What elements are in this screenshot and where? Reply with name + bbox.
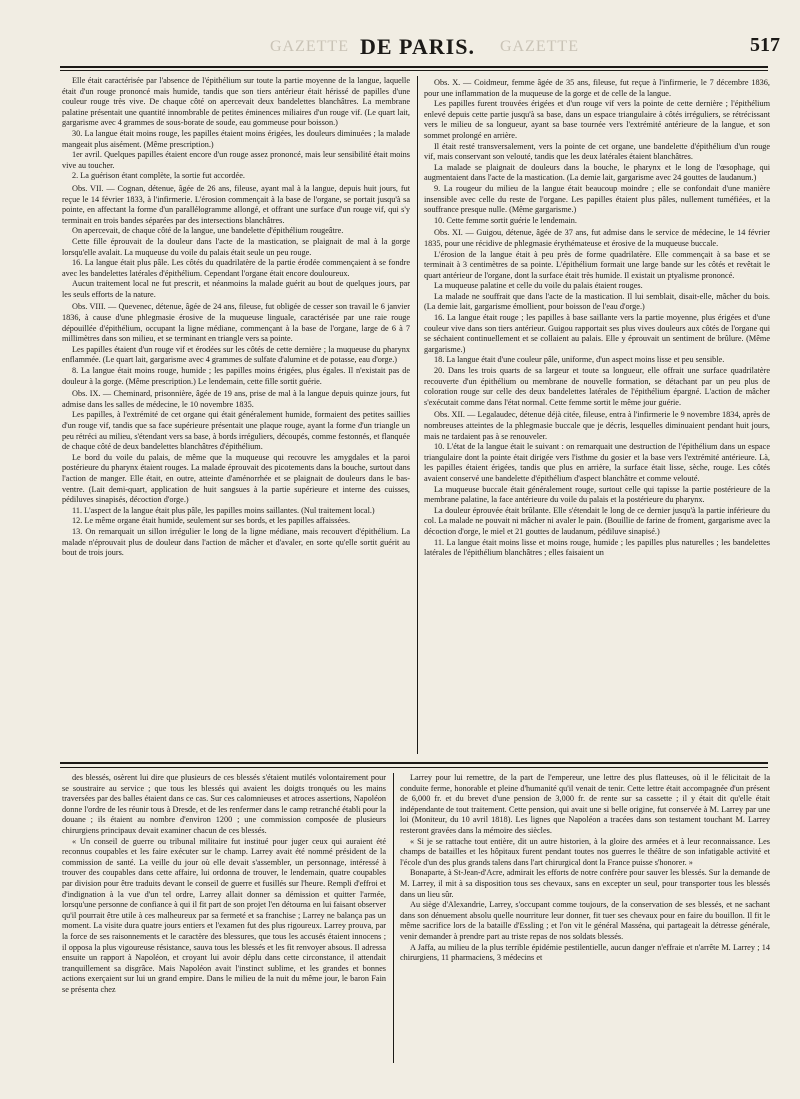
bleed-through-left: GAZETTE (270, 38, 349, 55)
paragraph: 10. L'état de la langue était le suivant : on remarquait une destruction de l'épithélium dans un espace triangulaire dont la pointe était dirigée vers l'isthme du gosier et la base vers l'extrémité antérieure. Là, les papilles étaient érigées, tandis que plus en arrière, la surface était lisse, sèche, rouge. Les côtés avaient conservé une bandelette d'épithélium d'aspect blanchâtre et comme velouté. (424, 442, 770, 483)
observation-heading-paragraph: Obs. VII. — Cognan, détenue, âgée de 26 ans, fileuse, ayant mal à la langue, depuis huit jours, fut reçue le 14 février 1833, à l'infirmerie. L'érosion commençait à la base de l'organe, se portait jusqu'à sa pointe, en affectant la forme d'un parallélogramme allongé, et offrant une surface d'un rouge vif, qui s'y terminait en trois bandes séparées par des intersections blanchâtres. (62, 183, 410, 225)
paragraph: des blessés, osèrent lui dire que plusieurs de ces blessés s'étaient mutilés volontairement pour se soustraire au service ; que tous les blessés qui avaient les doigts tronqués ou les mains traversées par des balles étaient dans ce cas. Sur ces calomnieuses et atroces assertions, Napoléon donne l'ordre de les réunir tous à Dresde, et de les renfermer dans le camp retranché établi pour la douane ; ils étaient au nombre d'environ 1200 ; une commission composée de plusieurs chirurgiens principaux devait examiner chacun de ces blessés. (62, 773, 386, 835)
paragraph: 18. La langue était d'une couleur pâle, uniforme, d'un aspect moins lisse et peu sensible. (434, 355, 725, 365)
paragraph: La malade ne souffrait que dans l'acte de la mastication. Il lui semblait, disait-elle, mâcher du bois. (La demie lait, gargarisme émollient, pour boisson de l'eau d'orge.) (424, 291, 770, 312)
paragraph: 11. La langue était moins lisse et moins rouge, humide ; les papilles plus naturelles ; les bandelettes latérales de l'épithélium blanchâtres ; elles faisaient un (424, 537, 770, 558)
paragraph: Bonaparte, à St-Jean-d'Acre, admirait les efforts de notre confrère pour sauver les blessés. Sur la demande de M. Larrey, il mit à sa disposition tous ses chevaux, sans en excepter un seul, pour transporter tous les blessés dans un lieu sûr. (400, 868, 770, 899)
paragraph: Elle était caractérisée par l'absence de l'épithélium sur toute la partie moyenne de la langue, laquelle était d'un rouge prononcé mais humide, tandis que son tiers antérieur était hérissé de papilles d'une couleur rouge très vive. De chaque côté on apercevait deux bandelettes blanchâtres. La membrane palatine présentait une quantité innombrable de petites éminences miliaires d'un rouge vif. (Le quart lait, gargarisme avec 4 grammes de sous-borate de soude, eau gommeuse pour boisson.) (62, 76, 410, 128)
paragraph: 20. Dans les trois quarts de sa largeur et toute sa longueur, elle offrait une surface quadrilatère recouverte d'un épithélium ou membrane de nouvelle formation, se détachant par un peu plus de coloration rouge sur celle des deux bandelettes latérales de l'épithélium épargné. L'action de mâcher s'exécutait comme dans l'état normal. Cette femme sortit le même jour guérie. (424, 366, 770, 407)
paragraph: 10. Cette femme sortit guérie le lendemain. (434, 215, 577, 225)
feuilleton-rule-thin (60, 767, 768, 768)
paragraph: La malade se plaignait de douleurs dans la bouche, le pharynx et le long de l'œsophage, qui augmentaient dans l'acte de la mastication. (La demie lait, gargarisme avec 24 gouttes de laudanum.) (424, 162, 770, 183)
observation-heading-paragraph: Obs. VIII. — Quevenec, détenue, âgée de 24 ans, fileuse, fut obligée de cesser son travail le 6 janvier 1836, à cause d'une phlegmasie érosive de la muqueuse linguale, caractérisée par une raie rouge dépouillée d'épithélium, occupant la ligne médiane, commençant à la base de l'organe, large de 6 à 7 millimètres dans son milieu, et se terminant en triangle vers sa pointe. (62, 302, 410, 344)
page-number: 517 (750, 34, 780, 56)
paragraph: On apercevait, de chaque côté de la langue, une bandelette d'épithélium rougeâtre. (72, 226, 344, 236)
paragraph: Les papilles, à l'extrémité de cet organe qui était généralement humide, formaient des petites saillies d'un rouge vif, tandis que sa face supérieure présentait une plaque rouge, ayant la forme d'un triangle un peu rétréci au milieu, s'étendant vers sa base, à bords irréguliers, découpés, comme festonnés, et flanquée de chaque côté de deux bandelettes blanchâtres d'épithélium. (62, 410, 410, 452)
lower-right-column (400, 773, 770, 1063)
page-header (60, 34, 780, 60)
paragraph: 8. La langue était moins rouge, humide ; les papilles moins érigées, plus égales. Il n'existait pas de douleur à la gorge. (Même prescription.) Le lendemain, cette fille sortit guérie. (62, 366, 410, 386)
running-title: DE PARIS. (360, 34, 475, 59)
observation-heading-paragraph: Obs. IX. — Cheminard, prisonnière, âgée de 19 ans, prise de mal à la langue depuis quinze jours, fut admise dans les salles de médecine, le 10 novembre 1835. (62, 389, 410, 409)
paragraph: L'érosion de la langue était à peu près de forme quadrilatère. Elle commençait à sa base et se terminait à 3 centimètres de sa pointe. L'épithélium formait une large bande sur les côtés et revêtait le quart antérieur de l'organe, dont la surface était très humide. Il existait un ptyalisme prononcé. (424, 249, 770, 280)
column-divider-upper (417, 76, 418, 754)
paragraph: Les papilles furent trouvées érigées et d'un rouge vif vers la pointe de cette dernière ; l'épithélium enlevé depuis cette partie jusqu'à sa base, dans un espace triangulaire à côtés irréguliers, se rétrécissant vers le milieu de sa longueur, ayant sa base tournée vers l'extrémité antérieure de la langue, et son sommet prolongé en arrière. (424, 99, 770, 140)
feuilleton-rule (60, 762, 768, 764)
paragraph: 16. La langue était rouge ; les papilles à base saillante vers la partie moyenne, plus érigées et d'une couleur vive dans son tiers antérieur. Guigou rapportait ses plus vives douleurs aux côtés de l'organe qui se séchaient continuellement et se collaient au palais. Elle y éprouvait un sentiment de brûlure. (Même gargarisme.) (424, 313, 770, 354)
column-divider-lower (393, 773, 394, 1063)
paragraph: 30. La langue était moins rouge, les papilles étaient moins érigées, les douleurs diminuées ; la malade mangeait plus aisément. (Même prescription.) (62, 128, 410, 149)
paragraph: 11. L'aspect de la langue était plus pâle, les papilles moins saillantes. (Nul traitement local.) (72, 505, 375, 515)
paragraph: Cette fille éprouvait de la douleur dans l'acte de la mastication, se plaignait de mal à la gorge lorsqu'elle avalait. La muqueuse du voile du palais était seule un peu rouge. (62, 236, 410, 257)
paragraph: Aucun traitement local ne fut prescrit, et néanmoins la malade guérit au bout de quelques jours, par les seuls efforts de la nature. (62, 279, 410, 299)
paragraph: 16. La langue était plus pâle. Les côtés du quadrilatère de la partie érodée commençaient à se fondre avec les bandelettes latérales d'épithélium. Cependant l'organe était encore douloureux. (62, 258, 410, 278)
bleed-through-right: GAZETTE (500, 38, 579, 55)
paragraph: La muqueuse palatine et celle du voile du palais étaient rouges. (434, 281, 643, 291)
paragraph: A Jaffa, au milieu de la plus terrible épidémie pestilentielle, aucun danger n'effraie et n'arrête M. Larrey ; 14 chirurgiens, 11 pharmaciens, 3 médecins et (400, 942, 770, 963)
paragraph: 12. Le même organe était humide, seulement sur ses bords, et les papilles affaissées. (72, 516, 351, 526)
paragraph: Larrey pour lui remettre, de la part de l'empereur, une lettre des plus flatteuses, où il le félicitait de la conduite ferme, honorable et pleine d'humanité qu'il venait de tenir. Cette lettre était accompagnée d'un présent de 6,000 fr. et du brevet d'une pension de 3,000 fr. de rente sur sa cassette ; il y était dit qu'elle était indépendante de tout traitement. Cette pension, qui avait une si belle origine, fut conservée à M. Larrey par une loi (Moniteur, du 10 avril 1818). Les lignes que Napoléon a tracées dans son testament touchant M. Larrey resteront gravées dans la mémoire des siècles. (400, 773, 770, 835)
observation-heading-paragraph: Obs. XII. — Legalaudec, détenue déjà citée, fileuse, entra à l'infirmerie le 9 novembre 1834, après de nombreuses atteintes de la phlegmasie buccale que je décris, lesquelles diminuaient pendant huit jours, mais ne tardaient pas à se renouveler. (424, 410, 770, 441)
header-rule-thin (60, 70, 768, 71)
paragraph: La douleur éprouvée était brûlante. Elle s'étendait le long de ce dernier jusqu'à la partie inférieure du col. La malade ne pouvait ni mâcher ni avaler le pain. (Bouillie de farine de froment, gargarisme avec la décoction d'orge, le miel et 21 gouttes de laudanum, pédiluve sinapisé.) (424, 505, 770, 536)
paragraph: « Si je se rattache tout entière, dit un autre historien, à la gloire des armées et à leur reconnaissance. Les champs de batailles et les hôpitaux furent pendant toutes nos guerres le théâtre de son infatigable activité et l'école d'un des plus grands talens dans l'art chirurgical dont la France puisse s'honorer. » (400, 836, 770, 867)
paragraph: « Un conseil de guerre ou tribunal militaire fut institué pour juger ceux qui auraient été reconnus coupables et les faire exécuter sur le champ. Larrey avait été nommé président de la commission de santé. La veille du jour où elle devait s'assembler, un personnage, intéressé à trouver des coupables dans cette affaire, lui ordonna de trouver, le lendemain, quatre coupables par division pour être traduits devant le conseil de guerre et fusillés sur l'heure. Rempli d'effroi et d'indignation à la vue d'un tel ordre, Larrey allait donner sa démission et quitter l'armée, lorsqu'une personne de confiance à qui il fit part de son projet l'en détourna en lui faisant observer qu'il pourrait être utile à ces malheureux par sa fermeté et sa franchise ; Larrey ne balança pas un moment. La visite dura quatre jours entiers et l'examen fut des plus rigoureux. Larrey prouva, par la force de ses raisonnements et le caractère des blessures, que tous les accusés étaient innocens ; il opposa la plus vigoureuse résistance, sauva tous les blessés et les fit renvoyer absous. Il adressa ensuite un rapport à Napoléon, et croyant lui avoir déplu dans cette circonstance, il attendait tranquillement sa disgrâce. Mais Napoléon avait l'instinct sublime, et les grandes et bonnes actions exerçaient sur lui un grand empire. Dans le milieu de la nuit du même jour, le baron Fain se présenta chez (62, 836, 386, 994)
paragraph: 13. On remarquait un sillon irrégulier le long de la ligne médiane, mais recouvert d'épithélium. La malade n'éprouvait plus de douleur dans l'action de mâcher et d'avaler, en sorte qu'elle sortit guérit au bout de trois jours. (62, 526, 410, 558)
paragraph: 9. La rougeur du milieu de la langue était beaucoup moindre ; elle se confondait d'une manière insensible avec celle du reste de l'organe. Les papilles étaient plus pâles, nullement tuméfiées, et la souffrance presque nulle. (Même gargarisme.) (424, 183, 770, 215)
observation-heading-paragraph: Obs. X. — Coidmeur, femme âgée de 35 ans, fileuse, fut reçue à l'infirmerie, le 7 décembre 1836, pour une inflammation de la muqueuse de la gorge et de celle de la langue. (424, 78, 770, 98)
upper-left-column (62, 76, 410, 754)
paragraph: Les papilles étaient d'un rouge vif et érodées sur les côtés de cette dernière ; la muqueuse du pharynx enflammée. (Le quart lait, gargarisme avec 4 grammes de sulfate d'alumine et de potasse, eau d'orge.) (62, 344, 410, 365)
upper-right-column (424, 76, 770, 754)
paragraph: 1er avril. Quelques papilles étaient encore d'un rouge assez prononcé, mais leur sensibilité était moins vive au toucher. (62, 150, 410, 170)
paragraph: Le bord du voile du palais, de même que la muqueuse qui recouvre les amygdales et la paroi postérieure du pharynx étaient rouges. La malade éprouvait des picotements dans la bouche, surtout dans l'action de manger. Elle était, en outre, atteinte d'aménorrhée et se plaignait de douleurs dans le bas-ventre. (Lait demi-quart, application de huit sangsues à la partie supérieure et interne des cuisses, pédiluves sinapisés, décoction d'orge.) (62, 452, 410, 505)
paragraph: 2. La guérison étant complète, la sortie fut accordée. (72, 171, 245, 181)
paragraph: Il était resté transversalement, vers la pointe de cet organe, une bandelette d'épithélium d'un rouge vif, mais conservant son velouté, tandis que les deux latérales étaient blanchâtres. (424, 141, 770, 162)
paragraph: La muqueuse buccale était généralement rouge, surtout celle qui tapisse la partie postérieure de la membrane palatine, la face antérieure du voile du palais et la postérieure du pharynx. (424, 484, 770, 505)
header-rule (60, 66, 768, 68)
observation-heading-paragraph: Obs. XI. — Guigou, détenue, âgée de 37 ans, fut admise dans le service de médecine, le 14 février 1835, pour une récidive de phlegmasie érythémateuse et érosive de la muqueuse buccale. (424, 228, 770, 248)
lower-left-column (62, 773, 386, 1063)
paragraph: Au siège d'Alexandrie, Larrey, s'occupant comme toujours, de la conservation de ses blessés, et ne sachant dans son dénuement absolu quelle nourriture leur donner, fit tuer ses chevaux pour en faire du bouillon. Il fit le même sacrifice lors de la bataille d'Essling ; et l'on vit le général Masséna, qui partageait la détresse générale, venir demander à prendre part au triste repas de nos soldats blessés. (400, 900, 770, 941)
